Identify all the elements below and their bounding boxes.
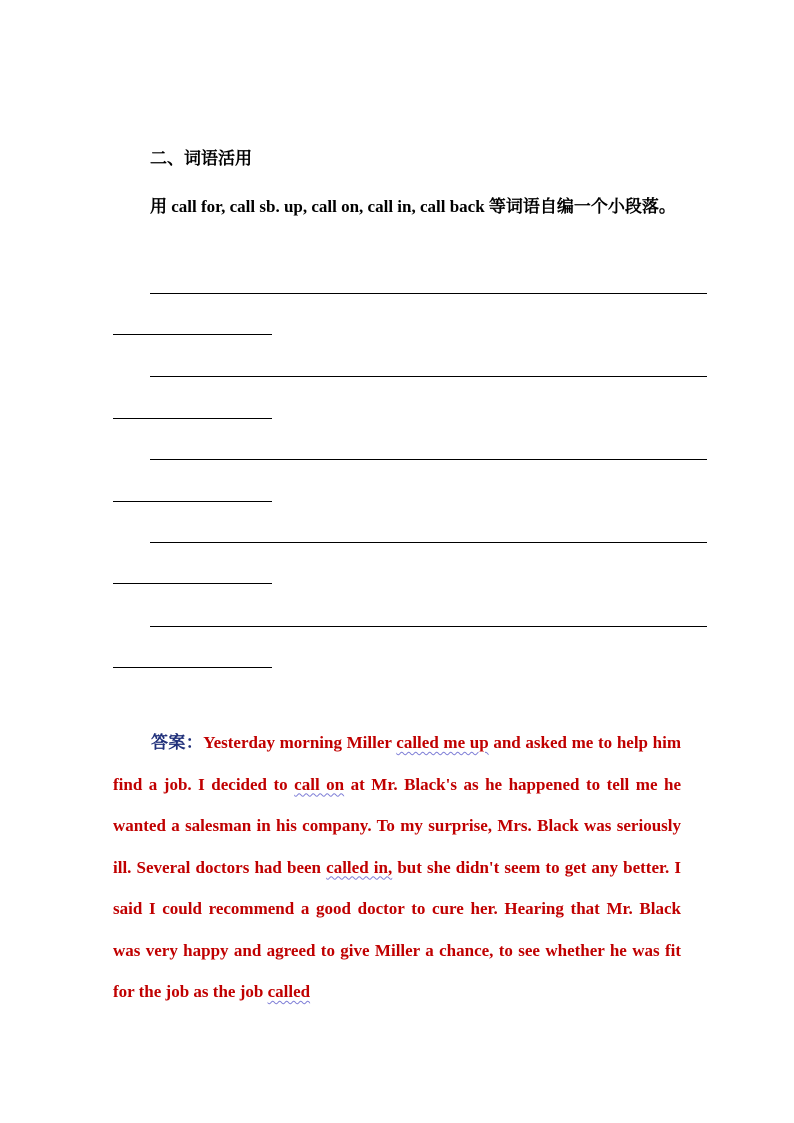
answer-body [113,733,681,1001]
marked-phrase: call on [294,774,345,794]
answer-text: but she didn't seem to get any better. I said I could recommend a good doctor to cure her. Hearing that Mr. Black was very happy and agreed to give Miller a chance, to see whether he was fit for the job as the job [113,857,682,1001]
blank-line[interactable] [150,376,707,377]
blank-line[interactable] [150,459,707,460]
marked-phrase: called me up [396,733,489,752]
answer-label: 答案： [151,733,204,752]
answer-text: at Mr. Black's as he happened to tell me he wanted a salesman in his company. To my surprise, Mrs. Black was seriously ill. Several doctors had been [113,774,681,877]
blank-line[interactable] [113,334,272,335]
blank-line[interactable] [113,501,272,502]
blank-line[interactable] [150,626,707,627]
blank-line[interactable] [113,667,272,668]
marked-phrase: called in, [326,857,393,877]
blank-line[interactable] [150,293,707,294]
exercise-instruction: 用 call for, call sb. up, call on, call in, call back 等词语自编一个小段落。 [150,197,676,216]
section-heading: 二、词语活用 [150,149,252,168]
answer-text: and asked me to help him find a job. I decided to [113,733,681,794]
blank-line[interactable] [113,583,272,584]
answer-paragraph [113,722,681,1013]
blank-line[interactable] [113,418,272,419]
marked-phrase: called [267,982,311,1001]
blank-line[interactable] [150,542,707,543]
answer-text: Yesterday morning Miller [203,733,397,752]
